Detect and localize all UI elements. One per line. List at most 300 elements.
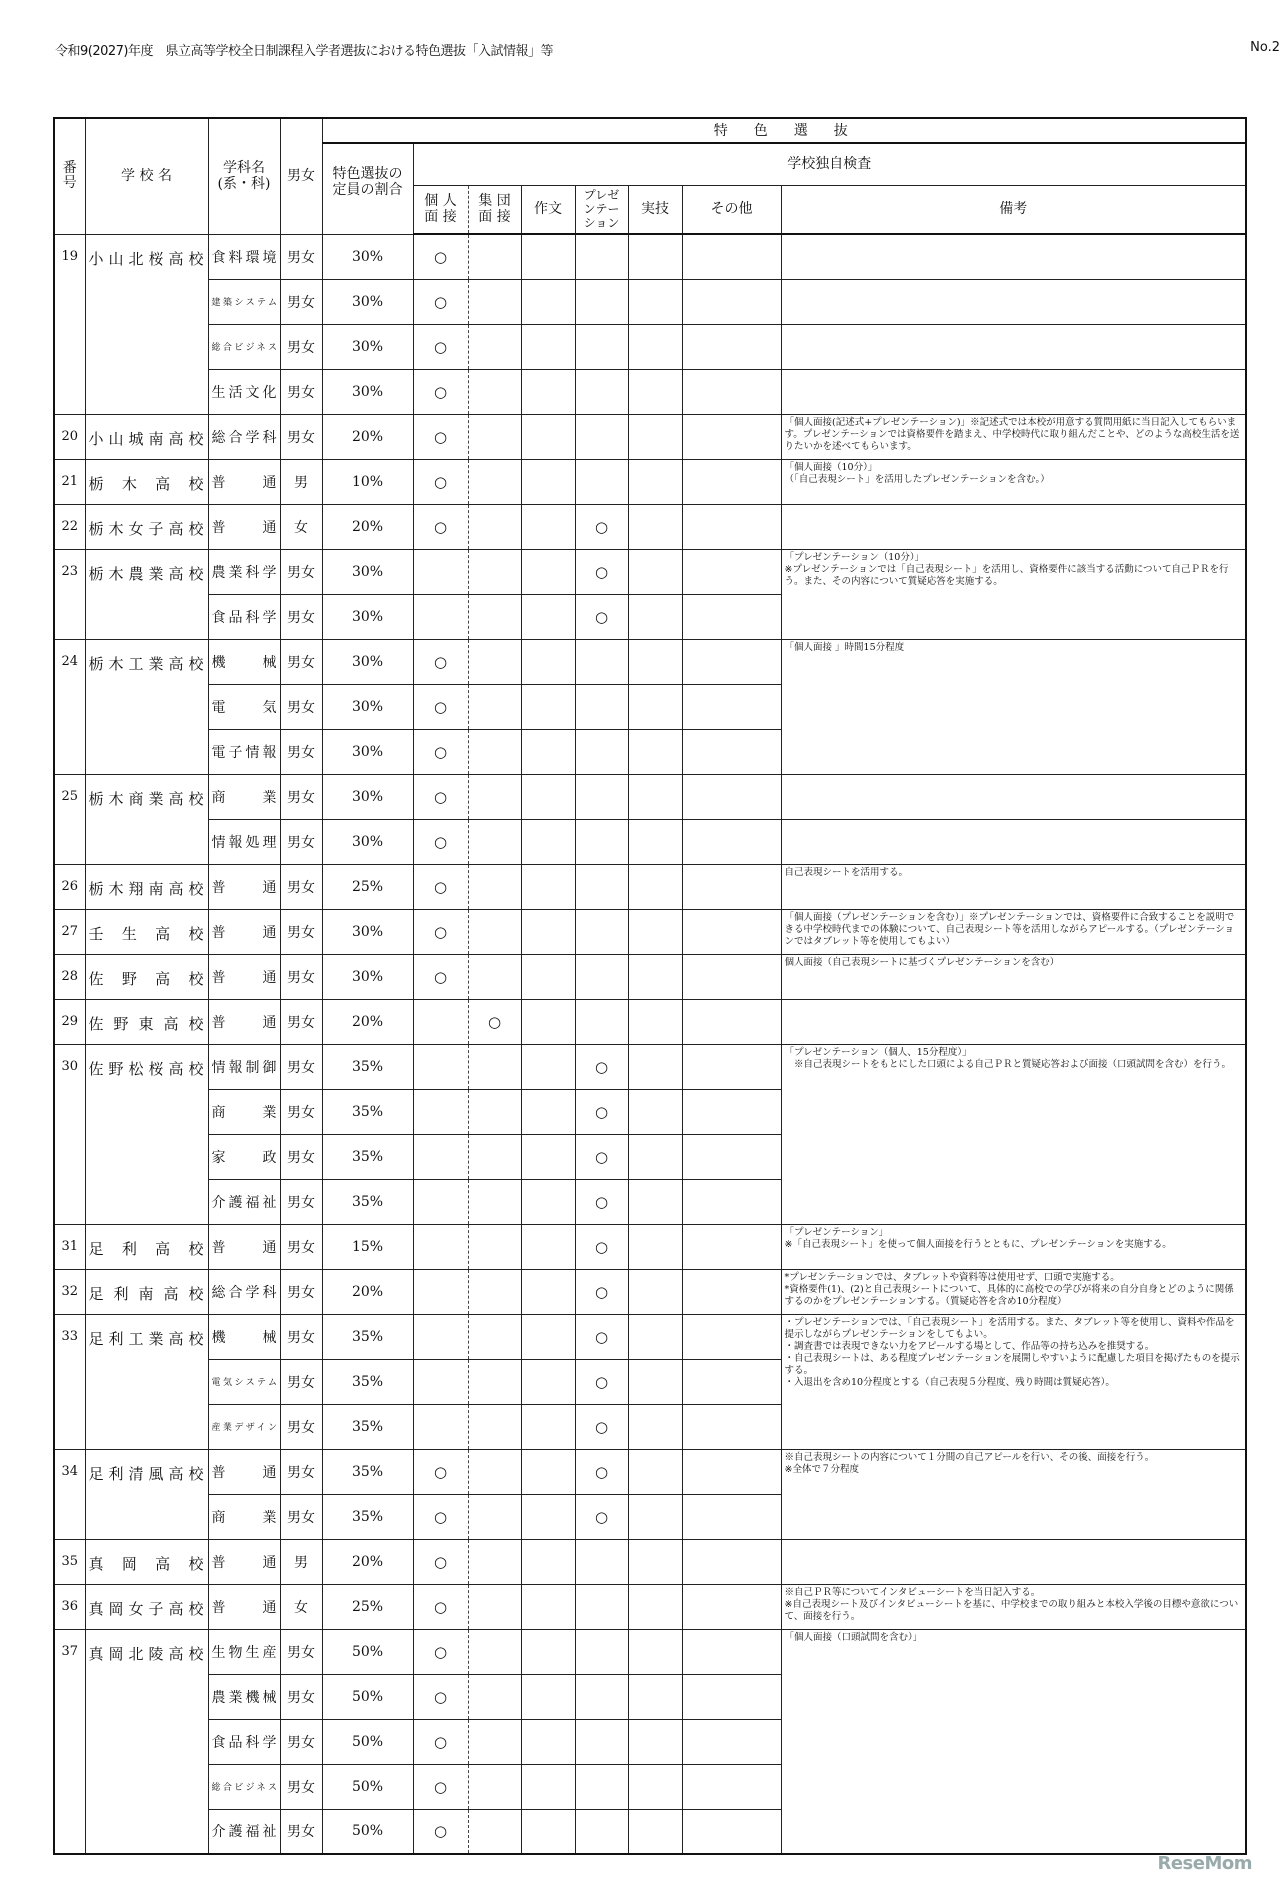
exam-jitsugi — [628, 594, 682, 639]
exam-sakubun — [521, 1359, 575, 1404]
table-row — [54, 459, 1246, 504]
circle-mark-icon: ○ — [433, 787, 448, 806]
header-school: 学 校 名 — [85, 118, 208, 234]
department-name: 普通 — [208, 459, 280, 504]
exam-jitsugi — [628, 549, 682, 594]
circle-mark-icon: ○ — [433, 1462, 448, 1481]
remarks — [781, 1539, 1246, 1584]
quota-ratio: 30% — [322, 639, 413, 684]
department-name: 情報制御 — [208, 1044, 280, 1089]
exam-shudan — [468, 684, 521, 729]
department-name: 生活文化 — [208, 369, 280, 414]
quota-ratio: 35% — [322, 1359, 413, 1404]
exam-sakubun — [521, 549, 575, 594]
school-name: 足利清風高校 — [85, 1449, 208, 1539]
exam-kojin — [413, 369, 468, 414]
exam-other — [682, 234, 781, 279]
school-number: 30 — [54, 1044, 85, 1224]
remarks — [781, 324, 1246, 369]
department-name: 介護福祉 — [208, 1809, 280, 1854]
department-name: 電子情報 — [208, 729, 280, 774]
remarks — [781, 234, 1246, 279]
quota-ratio: 15% — [322, 1224, 413, 1269]
exam-sakubun — [521, 729, 575, 774]
remarks: ・プレゼンテーションでは、「自己表現シート」を活用する。また、タブレット等を使用し、資料や作品を提示しながらプレゼンテーションをしてもよい。 ・調査書では表現できない力をアピールする場として、作品等の持ち込みを推奨する。 ・自己表現シートは、ある程度プレゼンテーションを展開しやすいように配慮した項目を掲げたものを提示する。 ・入退出を含め10分程度とする（自己表現５分程度、残り時間は質疑応答）。 — [781, 1314, 1246, 1449]
exam-shudan — [468, 1449, 521, 1494]
exam-pres — [575, 1449, 628, 1494]
exam-shudan — [468, 774, 521, 819]
exam-jitsugi — [628, 1449, 682, 1494]
exam-kojin — [413, 1494, 468, 1539]
exam-shudan — [468, 594, 521, 639]
table-row — [54, 819, 1246, 864]
department-name: 家政 — [208, 1134, 280, 1179]
department-name: 介護福祉 — [208, 1179, 280, 1224]
exam-jitsugi — [628, 1224, 682, 1269]
exam-jitsugi — [628, 504, 682, 549]
exam-pres — [575, 999, 628, 1044]
exam-other — [682, 1089, 781, 1134]
table-row — [54, 234, 1246, 279]
exam-sakubun — [521, 1089, 575, 1134]
circle-mark-icon: ○ — [594, 1057, 609, 1076]
exam-other — [682, 324, 781, 369]
school-number: 24 — [54, 639, 85, 774]
header-sakubun: 作文 — [521, 185, 575, 234]
exam-shudan — [468, 1404, 521, 1449]
circle-mark-icon: ○ — [433, 517, 448, 536]
remarks — [781, 774, 1246, 819]
department-name: 食品科学 — [208, 594, 280, 639]
circle-mark-icon: ○ — [594, 1102, 609, 1121]
gender: 男女 — [280, 1179, 322, 1224]
table-row — [54, 864, 1246, 909]
school-number: 36 — [54, 1584, 85, 1629]
department-name: 商業 — [208, 1494, 280, 1539]
remarks: 個人面接（自己表現シートに基づくプレゼンテーションを含む） — [781, 954, 1246, 999]
circle-mark-icon: ○ — [594, 1237, 609, 1256]
quota-ratio: 35% — [322, 1044, 413, 1089]
exam-jitsugi — [628, 1539, 682, 1584]
department-name: 普通 — [208, 1539, 280, 1584]
department-name: 電気 — [208, 684, 280, 729]
remarks: ※自己表現シートの内容について１分間の自己アピールを行い、その後、面接を行う。 ※全体で７分程度 — [781, 1449, 1246, 1539]
circle-mark-icon: ○ — [433, 1777, 448, 1796]
exam-sakubun — [521, 459, 575, 504]
exam-jitsugi — [628, 1134, 682, 1179]
school-name: 佐野高校 — [85, 954, 208, 999]
exam-pres — [575, 684, 628, 729]
remarks: 自己表現シートを活用する。 — [781, 864, 1246, 909]
school-number: 34 — [54, 1449, 85, 1539]
table-row — [54, 909, 1246, 954]
exam-sakubun — [521, 414, 575, 459]
department-name: 生物生産 — [208, 1629, 280, 1674]
exam-sakubun — [521, 1179, 575, 1224]
exam-pres — [575, 1269, 628, 1314]
circle-mark-icon: ○ — [433, 1507, 448, 1526]
exam-shudan — [468, 1674, 521, 1719]
department-name: 普通 — [208, 909, 280, 954]
gender: 男女 — [280, 234, 322, 279]
exam-jitsugi — [628, 774, 682, 819]
exam-sakubun — [521, 324, 575, 369]
gender: 男女 — [280, 819, 322, 864]
quota-ratio: 50% — [322, 1764, 413, 1809]
exam-pres — [575, 1494, 628, 1539]
exam-kojin — [413, 1314, 468, 1359]
table-row — [54, 1629, 1246, 1674]
exam-kojin — [413, 1089, 468, 1134]
exam-jitsugi — [628, 639, 682, 684]
gender: 男女 — [280, 909, 322, 954]
exam-jitsugi — [628, 279, 682, 324]
exam-kojin — [413, 1629, 468, 1674]
exam-pres — [575, 729, 628, 774]
exam-sakubun — [521, 954, 575, 999]
exam-other — [682, 819, 781, 864]
table-row — [54, 1224, 1246, 1269]
table-row — [54, 549, 1246, 594]
exam-pres — [575, 1719, 628, 1764]
exam-other — [682, 1269, 781, 1314]
table-row — [54, 639, 1246, 684]
exam-pres — [575, 1089, 628, 1134]
school-name: 壬生高校 — [85, 909, 208, 954]
gender: 男女 — [280, 1224, 322, 1269]
department-name: 情報処理 — [208, 819, 280, 864]
exam-jitsugi — [628, 684, 682, 729]
department-name: 農業機械 — [208, 1674, 280, 1719]
quota-ratio: 35% — [322, 1179, 413, 1224]
exam-jitsugi — [628, 1719, 682, 1764]
exam-kojin — [413, 684, 468, 729]
exam-kojin — [413, 1539, 468, 1584]
exam-sakubun — [521, 1539, 575, 1584]
gender: 女 — [280, 1584, 322, 1629]
exam-pres — [575, 909, 628, 954]
exam-shudan — [468, 234, 521, 279]
exam-other — [682, 1224, 781, 1269]
school-name: 小山城南高校 — [85, 414, 208, 459]
exam-other — [682, 414, 781, 459]
exam-other — [682, 1584, 781, 1629]
exam-shudan — [468, 1269, 521, 1314]
exam-other — [682, 774, 781, 819]
exam-kojin — [413, 1044, 468, 1089]
exam-kojin — [413, 819, 468, 864]
exam-jitsugi — [628, 1629, 682, 1674]
circle-mark-icon: ○ — [433, 472, 448, 491]
circle-mark-icon: ○ — [433, 247, 448, 266]
exam-sakubun — [521, 999, 575, 1044]
exam-shudan — [468, 954, 521, 999]
school-name: 栃木女子高校 — [85, 504, 208, 549]
exam-sakubun — [521, 684, 575, 729]
quota-ratio: 25% — [322, 864, 413, 909]
circle-mark-icon: ○ — [594, 562, 609, 581]
gender: 男女 — [280, 999, 322, 1044]
exam-shudan — [468, 414, 521, 459]
department-name: 商業 — [208, 1089, 280, 1134]
remarks: 「個人面接（口頭試問を含む）」 — [781, 1629, 1246, 1854]
exam-kojin — [413, 1809, 468, 1854]
gender: 男女 — [280, 729, 322, 774]
exam-kojin — [413, 1359, 468, 1404]
exam-kojin — [413, 504, 468, 549]
gender: 男女 — [280, 1314, 322, 1359]
exam-pres — [575, 594, 628, 639]
exam-other — [682, 909, 781, 954]
exam-shudan — [468, 1719, 521, 1764]
table-row — [54, 369, 1246, 414]
table-row — [54, 414, 1246, 459]
circle-mark-icon: ○ — [594, 1462, 609, 1481]
gender: 男女 — [280, 549, 322, 594]
exam-jitsugi — [628, 1044, 682, 1089]
exam-jitsugi — [628, 864, 682, 909]
school-name: 足利南高校 — [85, 1269, 208, 1314]
exam-shudan — [468, 369, 521, 414]
header-shudan: 集 団 面 接 — [468, 185, 521, 234]
exam-shudan — [468, 729, 521, 774]
gender: 男女 — [280, 1629, 322, 1674]
quota-ratio: 30% — [322, 774, 413, 819]
circle-mark-icon: ○ — [433, 742, 448, 761]
gender: 男女 — [280, 1719, 322, 1764]
exam-sakubun — [521, 1629, 575, 1674]
quota-ratio: 30% — [322, 234, 413, 279]
exam-jitsugi — [628, 1269, 682, 1314]
exam-sakubun — [521, 1044, 575, 1089]
exam-jitsugi — [628, 1494, 682, 1539]
school-number: 25 — [54, 774, 85, 864]
gender: 男女 — [280, 1134, 322, 1179]
header-gender: 男女 — [280, 118, 322, 234]
table-row — [54, 999, 1246, 1044]
table-row — [54, 1449, 1246, 1494]
circle-mark-icon: ○ — [433, 1687, 448, 1706]
exam-other — [682, 459, 781, 504]
circle-mark-icon: ○ — [433, 1642, 448, 1661]
table-row — [54, 1314, 1246, 1359]
exam-pres — [575, 864, 628, 909]
quota-ratio: 35% — [322, 1494, 413, 1539]
exam-jitsugi — [628, 234, 682, 279]
department-name: 総合ビジネス — [208, 1764, 280, 1809]
exam-sakubun — [521, 1134, 575, 1179]
exam-shudan — [468, 279, 521, 324]
circle-mark-icon: ○ — [594, 1192, 609, 1211]
exam-other — [682, 1539, 781, 1584]
exam-kojin — [413, 1179, 468, 1224]
table-row — [54, 1584, 1246, 1629]
school-number: 19 — [54, 234, 85, 414]
circle-mark-icon: ○ — [433, 832, 448, 851]
circle-mark-icon: ○ — [487, 1012, 502, 1031]
gender: 男女 — [280, 324, 322, 369]
school-number: 31 — [54, 1224, 85, 1269]
school-name: 栃木農業高校 — [85, 549, 208, 639]
exam-sakubun — [521, 639, 575, 684]
circle-mark-icon: ○ — [433, 337, 448, 356]
exam-other — [682, 1359, 781, 1404]
exam-pres — [575, 234, 628, 279]
exam-kojin — [413, 324, 468, 369]
exam-sakubun — [521, 1269, 575, 1314]
department-name: 農業科学 — [208, 549, 280, 594]
quota-ratio: 30% — [322, 594, 413, 639]
circle-mark-icon: ○ — [433, 1552, 448, 1571]
exam-sakubun — [521, 1224, 575, 1269]
exam-jitsugi — [628, 1359, 682, 1404]
exam-kojin — [413, 999, 468, 1044]
circle-mark-icon: ○ — [433, 292, 448, 311]
circle-mark-icon: ○ — [433, 652, 448, 671]
exam-sakubun — [521, 594, 575, 639]
gender: 男女 — [280, 1764, 322, 1809]
exam-pres — [575, 1134, 628, 1179]
exam-other — [682, 1629, 781, 1674]
school-number: 20 — [54, 414, 85, 459]
exam-other — [682, 1134, 781, 1179]
exam-kojin — [413, 1134, 468, 1179]
exam-pres — [575, 1359, 628, 1404]
circle-mark-icon: ○ — [433, 1732, 448, 1751]
table-row — [54, 774, 1246, 819]
exam-sakubun — [521, 369, 575, 414]
exam-kojin — [413, 954, 468, 999]
exam-kojin — [413, 864, 468, 909]
exam-shudan — [468, 1224, 521, 1269]
exam-jitsugi — [628, 369, 682, 414]
gender: 男女 — [280, 594, 322, 639]
exam-pres — [575, 459, 628, 504]
exam-jitsugi — [628, 1764, 682, 1809]
remarks: 「プレゼンテーション（10分）」 ※プレゼンテーションでは「自己表現シート」を活用し、資格要件に該当する活動について自己ＰＲを行う。また、その内容について質疑応答を実施する。 — [781, 549, 1246, 639]
exam-pres — [575, 504, 628, 549]
exam-sakubun — [521, 279, 575, 324]
exam-kojin — [413, 1224, 468, 1269]
header-kojin: 個 人 面 接 — [413, 185, 468, 234]
exam-shudan — [468, 1179, 521, 1224]
exam-jitsugi — [628, 909, 682, 954]
exam-pres — [575, 1584, 628, 1629]
gender: 男女 — [280, 639, 322, 684]
exam-sakubun — [521, 1719, 575, 1764]
exam-shudan — [468, 1134, 521, 1179]
quota-ratio: 30% — [322, 324, 413, 369]
exam-pres — [575, 279, 628, 324]
exam-other — [682, 594, 781, 639]
exam-other — [682, 684, 781, 729]
exam-shudan — [468, 1314, 521, 1359]
exam-sakubun — [521, 819, 575, 864]
exam-pres — [575, 414, 628, 459]
remarks — [781, 504, 1246, 549]
gender: 男女 — [280, 1494, 322, 1539]
selection-info-table — [53, 117, 1247, 1855]
exam-other — [682, 279, 781, 324]
exam-kojin — [413, 1674, 468, 1719]
circle-mark-icon: ○ — [433, 922, 448, 941]
gender: 男女 — [280, 1359, 322, 1404]
exam-pres — [575, 1674, 628, 1719]
department-name: 商業 — [208, 774, 280, 819]
quota-ratio: 20% — [322, 999, 413, 1044]
exam-shudan — [468, 819, 521, 864]
quota-ratio: 35% — [322, 1404, 413, 1449]
school-number: 32 — [54, 1269, 85, 1314]
department-name: 食品科学 — [208, 1719, 280, 1764]
remarks: 「プレゼンテーション」 ※「自己表現シート」を使って個人面接を行うとともに、プレゼンテーションを実施する。 — [781, 1224, 1246, 1269]
exam-pres — [575, 1179, 628, 1224]
exam-jitsugi — [628, 459, 682, 504]
gender: 男女 — [280, 954, 322, 999]
remarks — [781, 819, 1246, 864]
exam-shudan — [468, 549, 521, 594]
exam-pres — [575, 819, 628, 864]
exam-pres — [575, 324, 628, 369]
circle-mark-icon: ○ — [433, 1597, 448, 1616]
school-name: 真岡女子高校 — [85, 1584, 208, 1629]
exam-sakubun — [521, 1314, 575, 1359]
exam-kojin — [413, 279, 468, 324]
exam-pres — [575, 1044, 628, 1089]
exam-shudan — [468, 909, 521, 954]
quota-ratio: 30% — [322, 279, 413, 324]
quota-ratio: 20% — [322, 1539, 413, 1584]
gender: 男女 — [280, 774, 322, 819]
gender: 男女 — [280, 1809, 322, 1854]
remarks: 「個人面接 」時間15分程度 — [781, 639, 1246, 774]
gender: 男女 — [280, 1404, 322, 1449]
department-name: 総合学科 — [208, 1269, 280, 1314]
exam-kojin — [413, 459, 468, 504]
table-body — [54, 234, 1246, 1854]
quota-ratio: 10% — [322, 459, 413, 504]
exam-jitsugi — [628, 1179, 682, 1224]
quota-ratio: 20% — [322, 1269, 413, 1314]
exam-other — [682, 1314, 781, 1359]
remarks: *プレゼンテーションでは、タブレットや資料等は使用せず、口頭で実施する。 *資格要件(1)、(2)と自己表現シートについて、具体的に高校での学びが将来の自分自身とどのように関係するのかをプレゼンテーションする。（質疑応答を含め10分程度） — [781, 1269, 1246, 1314]
header-remarks: 備考 — [781, 185, 1246, 234]
gender: 男女 — [280, 1044, 322, 1089]
exam-other — [682, 1809, 781, 1854]
exam-shudan — [468, 1539, 521, 1584]
exam-sakubun — [521, 1674, 575, 1719]
exam-sakubun — [521, 1764, 575, 1809]
department-name: 機械 — [208, 1314, 280, 1359]
circle-mark-icon: ○ — [594, 1282, 609, 1301]
exam-sakubun — [521, 234, 575, 279]
circle-mark-icon: ○ — [594, 1507, 609, 1526]
department-name: 普通 — [208, 504, 280, 549]
header-ratio: 特色選抜の 定員の割合 — [322, 143, 413, 234]
document-title: 令和9(2027)年度 県立高等学校全日制課程入学者選抜における特色選抜「入試情報」等 — [55, 44, 553, 59]
school-name: 栃木高校 — [85, 459, 208, 504]
gender: 男女 — [280, 1269, 322, 1314]
table-row — [54, 504, 1246, 549]
exam-shudan — [468, 324, 521, 369]
school-number: 21 — [54, 459, 85, 504]
exam-kojin — [413, 1764, 468, 1809]
exam-other — [682, 1494, 781, 1539]
circle-mark-icon: ○ — [433, 967, 448, 986]
quota-ratio: 35% — [322, 1314, 413, 1359]
exam-shudan — [468, 999, 521, 1044]
exam-sakubun — [521, 1584, 575, 1629]
